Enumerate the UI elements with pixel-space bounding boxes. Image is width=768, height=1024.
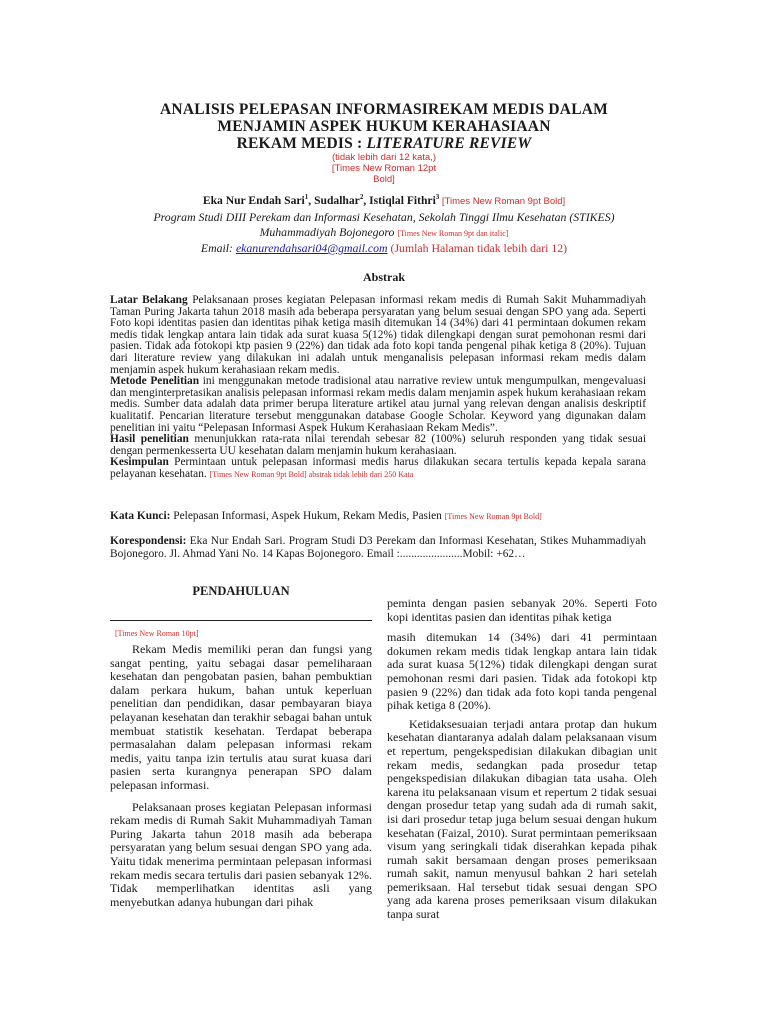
left-paragraph-2: Pelaksanaan proses kegiatan Pelepasan informasi rekam medis di Rumah Sakit Muhammadiyah Taman Puring Jakarta tahun 2018 masih ada beberapa persyaratan yang belum sesuai dengan SPO yang ada. Yaitu tidak menerima permintaan pelepasan informasi rekam medis secara tertulis dari pasien sebanyak 12%. Tidak memperlihatkan identitas asli yang menyebutkan adanya hubungan dari pihak	[110, 799, 372, 909]
kesimpulan-label: Kesimpulan	[110, 456, 169, 469]
left-column-body	[110, 643, 372, 909]
correspondence-text: Eka Nur Endah Sari. Program Studi D3 Perekam dan Informasi Kesehatan, Stikes Muhammadiyah Bojonegoro. Jl. Ahmad Yani No. 14 Kapas Bojonegoro. Email :......................Mobil: +62…	[110, 535, 646, 560]
title-note-2: [Times New Roman 12pt	[331, 163, 437, 174]
author-2: , Sudalhar	[308, 193, 360, 207]
section-heading-pendahuluan: PENDAHULUAN	[192, 584, 290, 598]
email-line	[0, 241, 768, 256]
authors-note: [Times New Roman 9pt Bold]	[439, 195, 566, 207]
paper-title-line-2: MENJAMIN ASPEK HUKUM KERAHASIAAN	[217, 118, 551, 135]
keywords-line	[110, 511, 646, 523]
abstract-heading: Abstrak	[362, 270, 405, 284]
right-column-body	[387, 597, 657, 922]
kesimpulan-text: Permintaan untuk pelepasan informasi medis harus dilakukan secara tertulis kepada kepala sarana pelayanan kesehatan.	[110, 456, 646, 480]
author-1: Eka Nur Endah Sari	[202, 193, 305, 207]
email-label: Email:	[200, 241, 236, 255]
affiliation-institution: Muhammadiyah Bojonegoro	[259, 225, 398, 239]
hasil-text: menunjukkan rata-rata nilai terendah sebesar 82 (100%) seluruh responden yang tidak sesuai dengan permenkesserta UU kesehatan dalam menjamin hukum kerahasiaan.	[110, 433, 646, 457]
title-note-1: (tidak lebih dari 12 kata,)	[331, 152, 437, 163]
left-paragraph-1: Rekam Medis memiliki peran dan fungsi yang sangat penting, yaitu sebagai dasar pemeliharaan kesehatan dan pengobatan pasien, bahan pembuktian dalam perkara hukum, bahan untuk keperluan penelitian dan pendidikan, dasar pembayaran biaya pelayanan kesehatan dan terakhir sebagai bahan untuk membuat statistik kesehatan. Terdapat beberapa permasalahan dalam pelepasan informasi rekam medis, yaitu tanpa izin tertulis atau surat kuasa dari pasien serta kurangnya penerapan SPO dalam pelepasan informasi.	[110, 642, 372, 792]
affiliation-line-2	[0, 225, 768, 240]
abstract-kesimpulan	[110, 457, 646, 480]
keywords-text: Pelepasan Informasi, Aspek Hukum, Rekam Medis, Pasien	[170, 510, 445, 522]
keywords-note: [Times New Roman 9pt Bold]	[444, 512, 542, 521]
email-link[interactable]: ekanurendahsari04@gmail.com	[235, 241, 388, 255]
kesimpulan-note: [Times New Roman 9pt Bold] abstrak tidak lebih dari 250 Kata	[209, 469, 414, 479]
hasil-label: Hasil penelitian	[110, 433, 189, 446]
title-main: REKAM MEDIS :	[236, 135, 367, 152]
latar-label: Latar Belakang	[110, 294, 188, 306]
title-note-3: Bold]	[373, 174, 395, 185]
affiliation-line-1: Program Studi DIII Perekam dan Informasi Kesehatan, Sekolah Tinggi Ilmu Kesehatan (STIKES)	[153, 210, 615, 224]
abstract-body	[110, 295, 646, 481]
author-2-sup: 2	[359, 193, 364, 201]
section-rule	[110, 620, 372, 621]
paper-title-line-3	[0, 135, 768, 152]
latar-text: Pelaksanaan proses kegiatan Pelepasan informasi rekam medis di Rumah Sakit Muhammadiyah Taman Puring Jakarta tahun 2018 masih ada beberapa persyaratan yang belum sesuai dengan SPO yang ada. Seperti Foto kopi identitas pasien dan identitas pihak ketiga masih ditemukan 14 (34%) dari 41 permintaan dokumen rekam medis tidak lengkap antara lain tidak ada surat kuasa 5(12%) tidak dilengkapi dengan surat pemohonan resmi dari pasien. Tidak ada fotokopi ktp pasien 9 (22%) dan tidak ada foto kopi tanda pengenal pihak ketiga 8 (20%). Tujuan dari literature review yang dilakukan ini adalah untuk menganalisis pelepasan informasi rekam medis dalam menjamin aspek hukum kerahasiaan rekam medis.	[110, 294, 646, 376]
metode-text: ini menggunakan metode tradisional atau narrative review untuk mengumpulkan, mengevaluasi dan menginterpretasikan analisis pelepasan informasi rekam medis dalam menjamin aspek hukum kerahasiaan rekam medis. Sumber data adalah data primer berupa literature artikel atau jurnal yang relevan dengan analisis deskriptif kualitatif. Pencarian literature tersebut menggunakan database Google Scholar. Keyword yang digunakan dalam penelitian ini yaitu “Pelepasan Informasi Aspek Hukum Kerahasiaan Rekam Medis”.	[110, 375, 646, 434]
abstract-latar	[110, 295, 646, 376]
right-paragraph-1a: peminta dengan pasien sebanyak 20%. Seperti Foto kopi identitas pasien dan identitas pihak ketiga	[387, 596, 657, 624]
title-italic: LITERATURE REVIEW	[366, 135, 532, 152]
abstract-hasil	[110, 434, 646, 457]
correspondence-label: Korespondensi:	[110, 535, 187, 547]
author-3-sup: 3	[435, 193, 440, 201]
column-font-note: [Times New Roman 10pt]	[115, 629, 199, 638]
authors-line	[0, 193, 768, 207]
abstract-metode	[110, 376, 646, 434]
paper-title-line-1: ANALISIS PELEPASAN INFORMASIREKAM MEDIS DALAM	[160, 101, 608, 118]
right-paragraph-1b: masih ditemukan 14 (34%) dari 41 permintaan dokumen rekam medis tidak lengkap antara lain tidak ada surat kuasa 5(12%) tidak dilengkapi dengan surat pemohonan resmi dari pasien. Tidak ada fotokopi ktp pasien 9 (22%) dan tidak ada foto kopi tanda pengenal pihak ketiga 8 (20%).	[387, 630, 657, 713]
metode-label: Metode Penelitian	[110, 375, 200, 388]
keywords-label: Kata Kunci:	[110, 510, 171, 522]
email-note: (Jumlah Halaman tidak lebih dari 12)	[387, 241, 568, 255]
author-1-sup: 1	[304, 193, 309, 201]
affiliation-note: [Times New Roman 9pt dan italic]	[397, 229, 509, 238]
correspondence	[110, 535, 646, 561]
right-paragraph-2: Ketidaksesuaian terjadi antara protap dan hukum kesehatan diantaranya adalah dalam pelaksanaan visum et repertum, pengekspedisian dilakukan dibagian unit rekam medis, sedangkan pada prosedur tetap pengekspedisian dilakukan dibagian tata usaha. Oleh karena itu pelaksanaan visum et repertum 2 tidak sesuai dengan prosedur tetap yang sudah ada di rumah sakit, isi dari prosedur tetap juga belum sesuai dengan hukum kesehatan (Faizal, 2010). Surat permintaan pemeriksaan visum yang seringkali tidak diserahkan kepada pihak rumah sakit bersamaan dengan proses pemeriksaan rumah sakit, namun menyusul bahkan 2 hari setelah pemeriksaan. Hal tersebut tidak sesuai dengan SPO yang ada karena proses pemeriksaan visum dilakukan tanpa surat	[387, 716, 657, 922]
author-3: , Istiqlal Fithri	[363, 193, 436, 207]
